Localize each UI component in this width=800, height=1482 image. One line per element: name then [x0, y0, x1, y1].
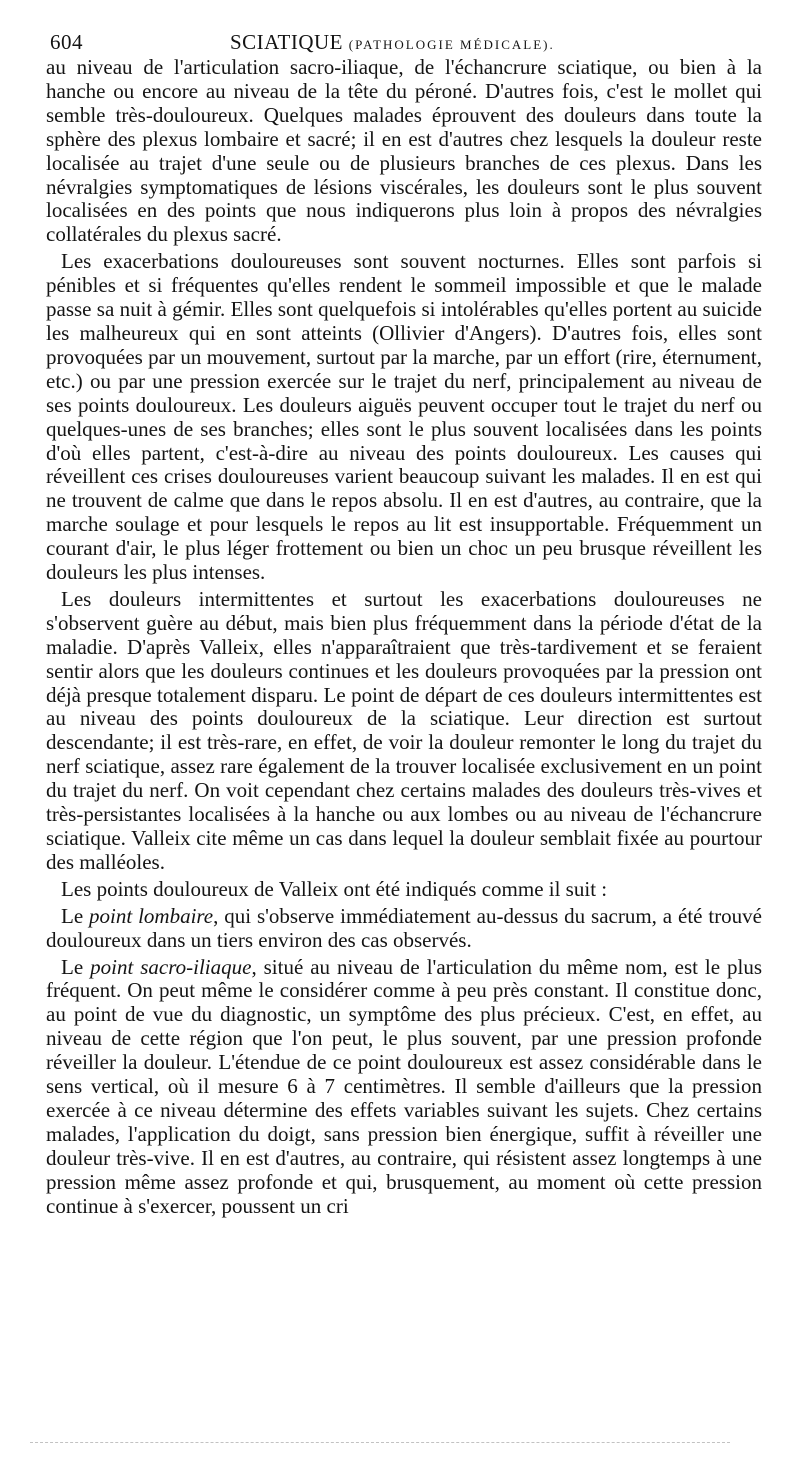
title-subtitle: (PATHOLOGIE MÉDICALE).: [348, 37, 555, 52]
title-main: SCIATIQUE: [230, 30, 343, 54]
paragraph-6: [46, 956, 762, 1219]
paragraph-2: Les exacerbations douloureuses sont souvent nocturnes. Elles sont parfois si pénibles et si fréquentes qu'elles rendent le sommeil impossible et que le malade passe sa nuit à gémir. Elles sont quelquefois si intolérables qu'elles portent au suicide les malheureux qui en sont atteints (Ollivier d'Angers). D'autres fois, elles sont provoquées par un mouvement, surtout par la marche, par un effort (rire, éternument, etc.) ou par une pression exercée sur le trajet du nerf, principalement au niveau de ses points douloureux. Les douleurs aiguës peuvent occuper tout le trajet du nerf ou quelques-unes de ses branches; elles sont le plus souvent localisées dans les points d'où elles partent, c'est-à-dire au niveau des points douloureux. Les causes qui réveillent ces crises douloureuses varient beaucoup suivant les malades. Il en est qui ne trouvent de calme que dans le repos absolu. Il en est d'autres, au contraire, que la marche soulage et pour lesquels le repos au lit est insupportable. Fréquemment un courant d'air, le plus léger frottement ou bien un choc un peu brusque réveillent les douleurs les plus intenses.: [46, 249, 762, 585]
running-title: [230, 30, 555, 55]
term-point-lombaire: point lombaire: [89, 903, 214, 928]
book-page: [46, 26, 762, 1222]
paragraph-1: au niveau de l'articulation sacro-iliaque, de l'échancrure sciatique, ou bien à la hanche ou encore au niveau de la tête du péroné. D'autres fois, c'est le mollet qui semble très-douloureux. Quelques malades éprouvent des douleurs dans toute la sphère des plexus lombaire et sacré; il en est d'autres chez lesquels la douleur reste localisée au trajet d'une seule ou de plusieurs branches de ces plexus. Dans les névralgies symptomatiques de lésions viscérales, les douleurs sont le plus souvent localisées en des points que nous indiquerons plus loin à propos des névralgies collatérales du plexus sacré.: [46, 55, 762, 247]
paragraph-5-body: , qui s'observe immédiatement au-dessus du sacrum, a été trouvé douloureux dans un tiers environ des cas observés.: [46, 903, 763, 952]
paragraph-4: Les points douloureux de Valleix ont été indiqués comme il suit :: [61, 876, 608, 901]
paragraph-3: Les douleurs intermittentes et surtout les exacerbations douloureuses ne s'observent guère au début, mais bien plus fréquemment dans la période d'état de la maladie. D'après Valleix, elles n'apparaîtraient que très-tardivement et se feraient sentir alors que les douleurs continues et les douleurs provoquées par la pression ont déjà presque totalement disparu. Le point de départ de ces douleurs intermittentes est au niveau des points douloureux de la sciatique. Leur direction est surtout descendante; il est très-rare, en effet, de voir la douleur remonter le long du trajet du nerf sciatique, assez rare également de la trouver localisée exclusivement en un point du trajet du nerf. On voit cependant chez certains malades des douleurs très-vives et très-persistantes localisées à la hanche ou aux lombes ou au niveau de l'échancrure sciatique. Valleix cite même un cas dans lequel la douleur semblait fixée au pourtour des malléoles.: [46, 586, 762, 874]
paragraph-5: [46, 905, 762, 953]
running-header: [46, 26, 762, 56]
body-text: [46, 56, 762, 1219]
footer-rule: [30, 1442, 730, 1443]
paragraph-6-lead: Le: [61, 954, 91, 979]
term-point-sacro-iliaque: point sacro-iliaque: [90, 954, 252, 979]
page-number: 604: [50, 30, 83, 54]
paragraph-6-body: , situé au niveau de l'articulation du même nom, est le plus fréquent. On peut même le considérer comme à peu près constant. Il constitue donc, au point de vue du diagnostic, un symptôme des plus précieux. C'est, en effet, au niveau de cette région que l'on peut, le plus souvent, par une pression profonde réveiller la douleur. L'étendue de ce point douloureux est assez considérable dans le sens vertical, où il mesure 6 à 7 centimètres. Il semble d'ailleurs que la pression exercée à ce niveau détermine des effets variables suivant les sujets. Chez certains malades, l'application du doigt, sans pression bien énergique, suffit à réveiller une douleur très-vive. Il en est d'autres, au contraire, qui résistent assez longtemps à une pression même assez profonde et qui, brusquement, au moment où cette pression continue à s'exercer, poussent un cri: [46, 954, 763, 1218]
paragraph-5-lead: Le: [61, 903, 90, 928]
